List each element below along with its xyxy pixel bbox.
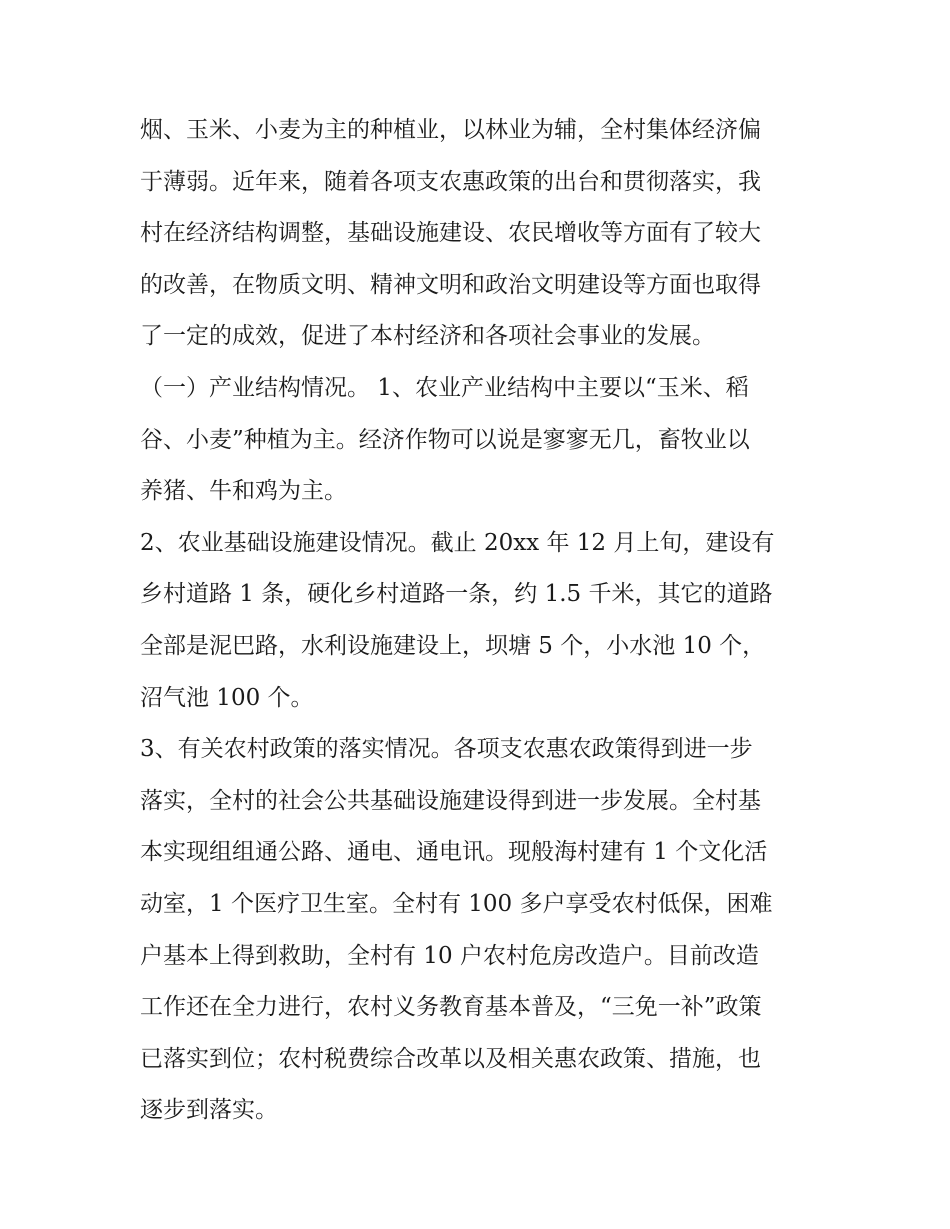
text-line: 已落实到位；农村税费综合改革以及相关惠农政策、措施，也 xyxy=(140,1045,761,1072)
text-line: 养猪、牛和鸡为主。 xyxy=(140,478,347,505)
text-line: 了一定的成效，促进了本村经济和各项社会事业的发展。 xyxy=(140,323,715,350)
numbered-item-line: 2、农业基础设施建设情况。截止 20xx 年 12 月上旬，建设有 xyxy=(140,529,775,556)
section-heading-line: （一）产业结构情况。 1、农业产业结构中主要以“玉米、稻 xyxy=(140,374,749,401)
text-line: 的改善，在物质文明、精神文明和政治文明建设等方面也取得 xyxy=(140,271,761,298)
text-line: 村在经济结构调整，基础设施建设、农民增收等方面有了较大 xyxy=(140,220,761,247)
text-line: 落实，全村的社会公共基础设施建设得到进一步发展。全村基 xyxy=(140,787,761,814)
text-line: 全部是泥巴路，水利设施建设上，坝塘 5 个，小水池 10 个， xyxy=(140,632,766,659)
text-line: 动室，1 个医疗卫生室。全村有 100 多户享受农村低保，困难 xyxy=(140,890,773,917)
text-line: 沼气池 100 个。 xyxy=(140,684,314,711)
text-line: 乡村道路 1 条，硬化乡村道路一条，约 1.5 千米，其它的道路 xyxy=(140,581,773,608)
text-line: 谷、小麦”种植为主。经济作物可以说是寥寥无几，畜牧业以 xyxy=(140,426,750,453)
text-line: 烟、玉米、小麦为主的种植业，以林业为辅，全村集体经济偏 xyxy=(140,117,761,143)
text-line: 本实现组组通公路、通电、通电讯。现般海村建有 1 个文化活 xyxy=(140,839,768,866)
document-body xyxy=(140,105,820,1137)
text-line: 户基本上得到救助，全村有 10 户农村危房改造户。目前改造 xyxy=(140,942,759,969)
text-line: 工作还在全力进行，农村义务教育基本普及，“三免一补”政策 xyxy=(140,994,762,1021)
text-line: 于薄弱。近年来，随着各项支农惠政策的出台和贯彻落实，我 xyxy=(140,168,761,195)
numbered-item-line: 3、有关农村政策的落实情况。各项支农惠农政策得到进一步 xyxy=(140,736,753,763)
text-line: 逐步到落实。 xyxy=(140,1097,278,1124)
